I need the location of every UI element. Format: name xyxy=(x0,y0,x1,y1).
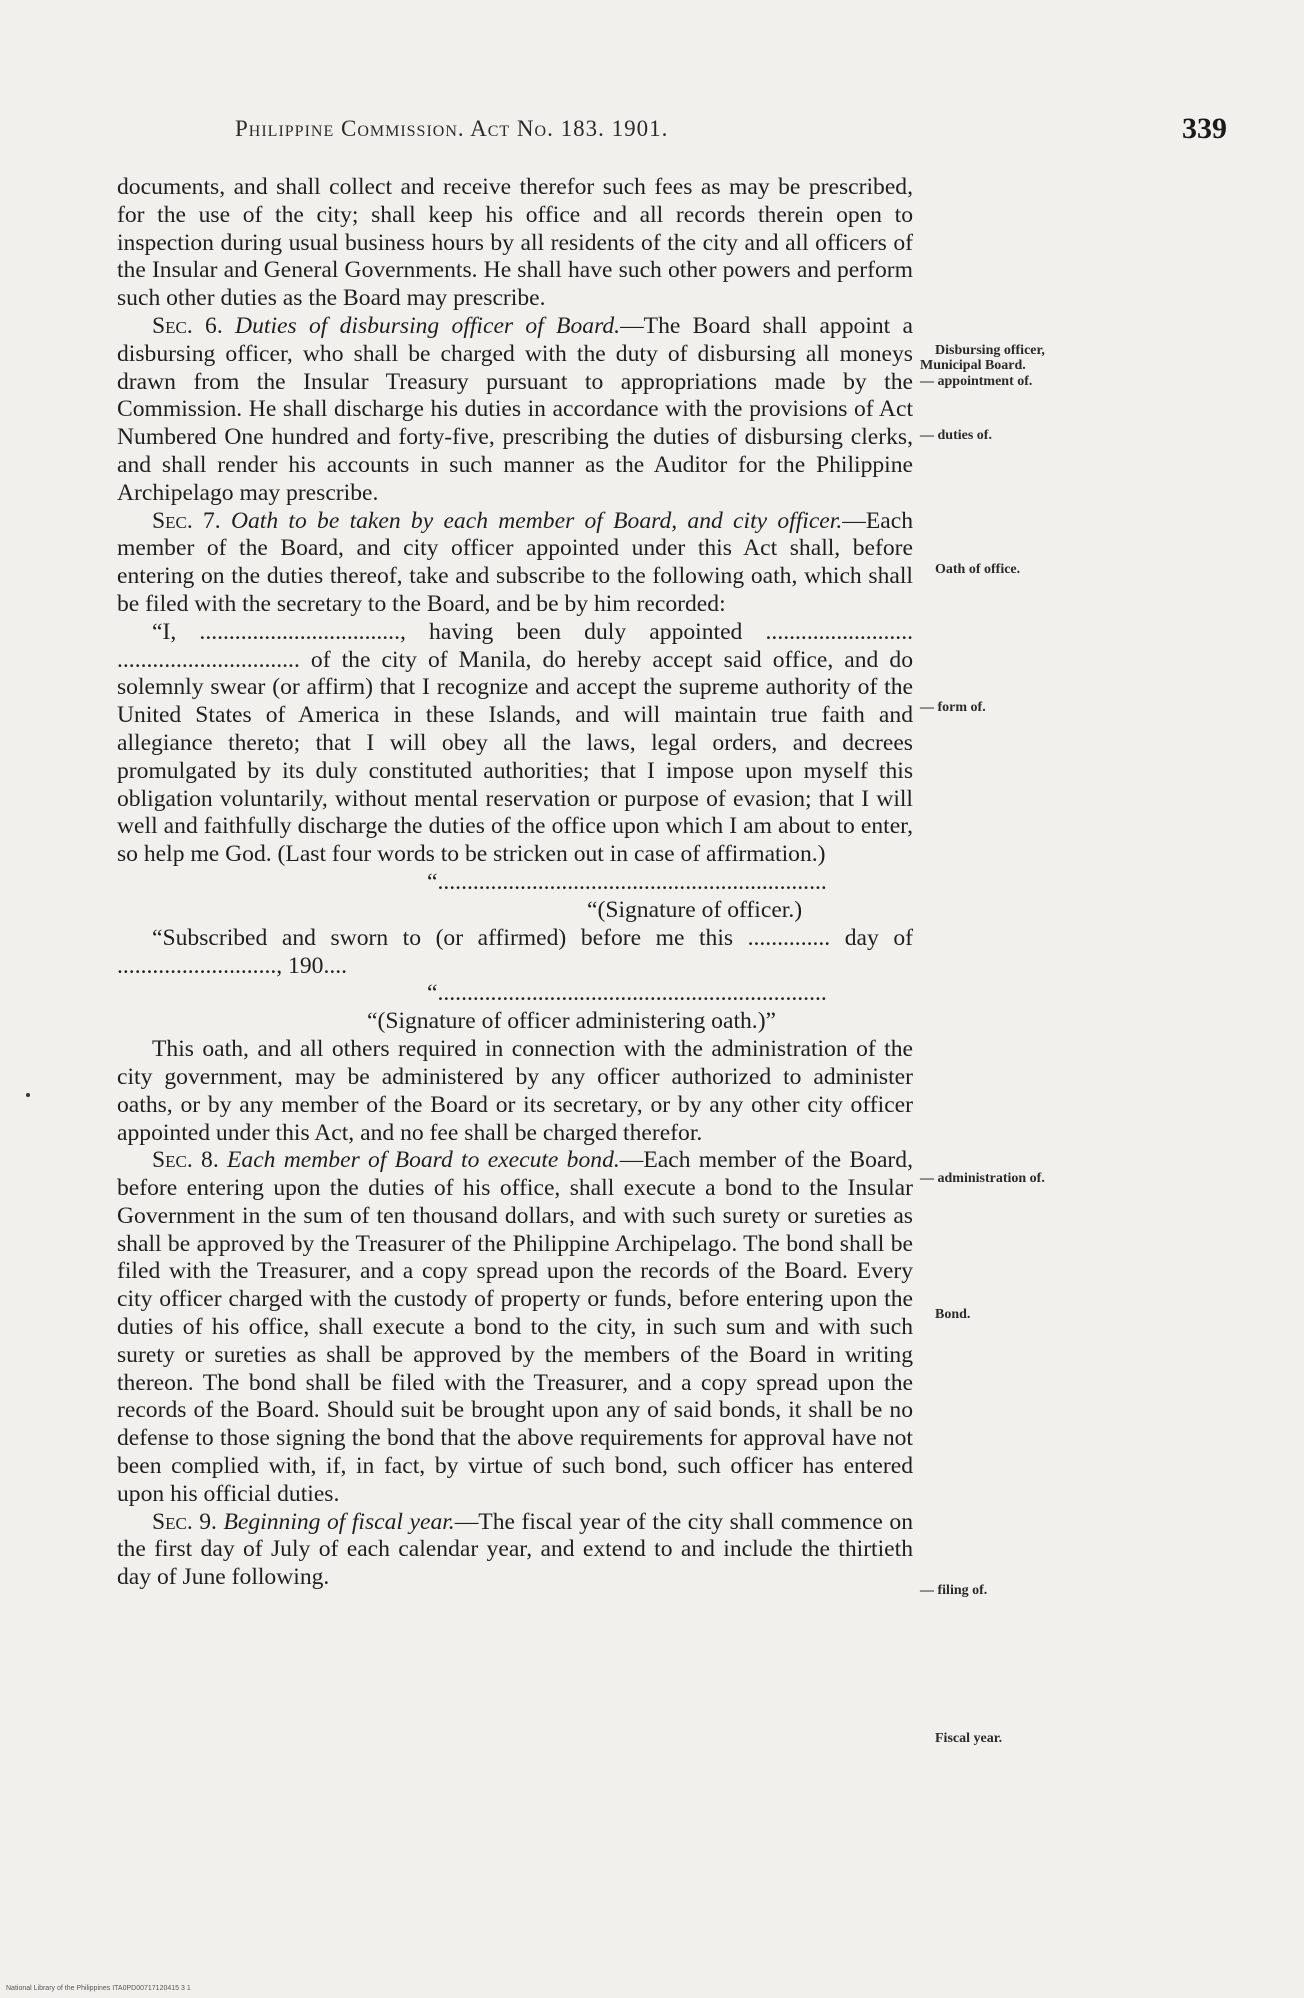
body-text xyxy=(117,174,913,1592)
section-label: Sec. 6. xyxy=(152,312,223,339)
margin-note: — duties of. xyxy=(920,428,992,443)
section-label: Sec. 9. xyxy=(152,1508,217,1535)
section-title: Each member of Board to execute bond. xyxy=(227,1147,620,1174)
section-label: Sec. 7. xyxy=(152,507,221,534)
signature-label: “(Signature of officer.) xyxy=(587,896,803,923)
margin-note: Oath of office. xyxy=(935,562,1021,577)
section-text: —Each member of the Board, and city officer appointed under this Act shall, before entering on the duties thereof, take and subscribe to the following oath, which shall be filed with the secretary to the Board, and be by him recorded: xyxy=(117,507,913,617)
margin-notes xyxy=(920,0,1100,1998)
page-number: 339 xyxy=(1182,112,1227,145)
section-title: Beginning of fiscal year. xyxy=(223,1508,455,1535)
section-8 xyxy=(117,1147,913,1508)
subscribed-text: “Subscribed and sworn to (or affirmed) before me this .............. day of ..........................., 190.... xyxy=(117,924,913,979)
margin-note: Fiscal year. xyxy=(935,1731,1003,1746)
margin-note: — administration of. xyxy=(920,1171,1045,1186)
margin-note: — form of. xyxy=(920,700,986,715)
footer-credit: National Library of the Philippines ITA0PD00717120415 3 1 xyxy=(6,1985,191,1992)
section-6 xyxy=(117,313,913,508)
signature-line: “.................................................................. xyxy=(427,868,827,895)
signature-line: “.................................................................. xyxy=(427,980,827,1007)
paragraph-continued: documents, and shall collect and receive therefor such fees as may be prescribed, for the use of the city; shall keep his office and all records therein open to inspection during usual business hours by all residents of the city and all officers of the Insular and General Governments. He shall have such other powers and perform such other duties as the Board may prescribe. xyxy=(117,174,913,312)
margin-note: Disbursing officer, xyxy=(935,343,1045,358)
scan-speck xyxy=(26,1093,30,1097)
administration-paragraph: This oath, and all others required in connection with the administration of the city government, may be administered by any officer authorized to administer oaths, or by any member of the Board or its secretary, or by any other city officer appointed under this Act, and no fee shall be charged therefor. xyxy=(117,1036,913,1146)
section-9 xyxy=(117,1509,913,1592)
margin-note: — filing of. xyxy=(920,1583,988,1598)
section-text: —Each member of the Board, before entering upon the duties of his office, shall execute a bond to the Insular Government in the sum of ten thousand dollars, and with such surety or sureties as shall be approved by the Treasurer of the Philippine Archipelago. The bond shall be filed with the Treasurer, and a copy spread upon the records of the Board. Every city officer charged with the custody of property or funds, before entering upon the duties of his office, shall execute a bond to the city, in such sum and with such surety or sureties as shall be approved by the members of the Board in writing thereon. The bond shall be filed with the Treasurer, and a copy spread upon the records of the Board. Should suit be brought upon any of said bonds, it shall be no defense to those signing the bond that the above requirements for approval have not been complied with, if, in fact, by virtue of such bond, such officer has entered upon his official duties. xyxy=(117,1147,913,1507)
margin-note: Bond. xyxy=(935,1307,971,1322)
section-label: Sec. 8. xyxy=(152,1147,219,1174)
oath-text: “I, .................................., having been duly appointed ......................... ............................... of the city of Manila, do hereby accept said office, and do solemnly swear (or affirm) that I recognize and accept the supreme authority of the United States of America in these Islands, and will maintain true faith and allegiance thereto; that I will obey all the laws, legal orders, and decrees promulgated by its duly constituted authorities; that I impose upon myself this obligation voluntarily, without mental reservation or purpose of evasion; that I will well and faithfully discharge the duties of the office upon which I am about to enter, so help me God. (Last four words to be stricken out in case of affirmation.) xyxy=(117,618,913,868)
section-title: Oath to be taken by each member of Board, and city officer. xyxy=(230,507,843,534)
section-7 xyxy=(117,508,913,619)
running-head: Philippine Commission. Act No. 183. 1901. xyxy=(235,116,669,141)
margin-note: — appointment of. xyxy=(920,374,1033,389)
section-text: —The fiscal year of the city shall commence on the first day of July of each calendar year, and extend to and include the thirtieth day of June following. xyxy=(117,1508,913,1591)
section-title: Duties of disbursing officer of Board. xyxy=(235,312,621,339)
signature-label: “(Signature of officer administering oath.)” xyxy=(367,1008,777,1035)
page-header xyxy=(0,112,1304,152)
margin-note: Municipal Board. xyxy=(920,358,1026,373)
section-text: —The Board shall appoint a disbursing officer, who shall be charged with the duty of disbursing all moneys drawn from the Insular Treasury pursuant to appropriations made by the Commission. He shall discharge his duties in accordance with the provisions of Act Numbered One hundred and forty-five, prescribing the duties of disbursing clerks, and shall render his accounts in such manner as the Auditor for the Philippine Archipelago may prescribe. xyxy=(117,312,913,506)
